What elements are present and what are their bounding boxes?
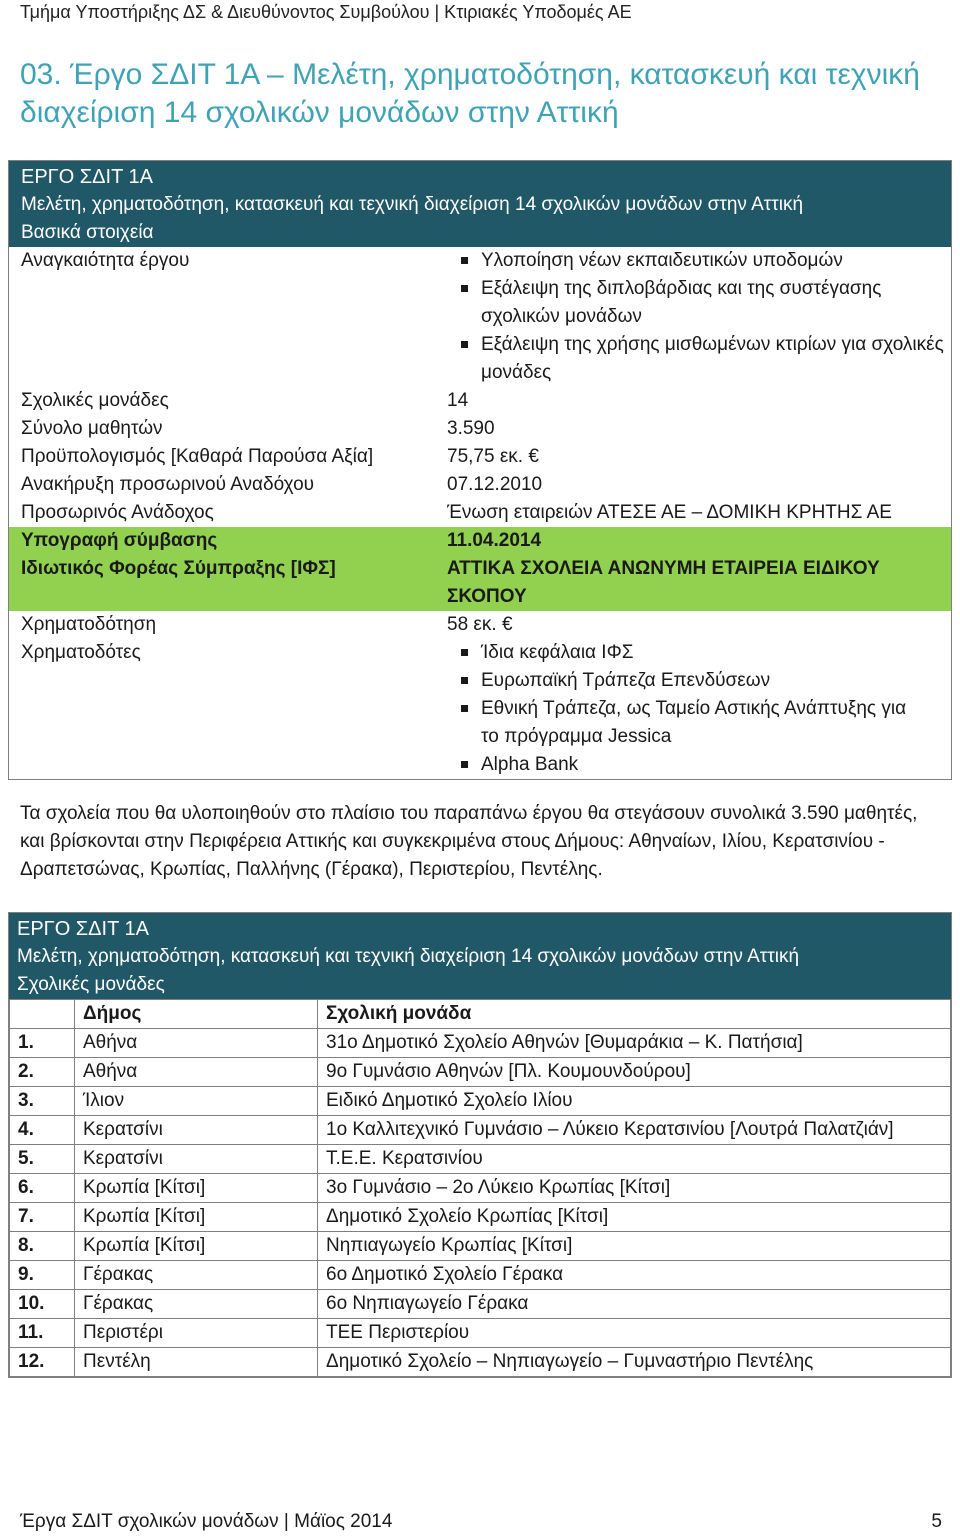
school-name: Ειδικό Δημοτικό Σχολείο Ιλίου [318,1087,951,1116]
school-municipality: Γέρακας [75,1290,318,1319]
table-row [10,1145,951,1174]
schools-box [8,912,952,1378]
school-name: Δημοτικό Σχολείο – Νηπιαγωγείο – Γυμναστήριο Πεντέλης [318,1348,951,1377]
table-row [10,1261,951,1290]
info-label: Προσωρινός Ανάδοχος [21,502,214,523]
page-footer [20,1508,942,1536]
school-number: 1. [10,1029,75,1058]
info-value: 07.12.2010 [447,474,543,495]
school-name: ΤΕΕ Περιστερίου [318,1319,951,1348]
table-header-row [10,1000,951,1029]
school-municipality: Κρωπία [Κίτσι] [75,1174,318,1203]
project-subheading: Μελέτη, χρηματοδότηση, κατασκευή και τεχνική διαχείριση 14 σχολικών μονάδων στην Αττική [17,946,800,967]
info-value: 14 [447,390,469,411]
info-value: 58 εκ. € [447,614,513,635]
school-municipality: Περιστέρι [75,1319,318,1348]
school-municipality: Αθήνα [75,1058,318,1087]
table-row [10,1348,951,1377]
project-subheading: Μελέτη, χρηματοδότηση, κατασκευή και τεχνική διαχείριση 14 σχολικών μονάδων στην Αττική [21,194,804,215]
school-number: 3. [10,1087,75,1116]
basic-info-box [8,160,952,780]
info-label: Προϋπολογισμός [Καθαρά Παρούσα Αξία] [21,446,374,467]
page-title [20,56,950,132]
page-title-line-2: διαχείριση 14 σχολικών μονάδων στην Αττική [20,96,619,129]
info-row [9,499,951,527]
school-name: 1ο Καλλιτεχνικό Γυμνάσιο – Λύκειο Κερατσινίου [Λουτρά Παλατζιάν] [318,1116,951,1145]
school-number: 11. [10,1319,75,1348]
school-name: 9ο Γυμνάσιο Αθηνών [Πλ. Κουμουνδούρου] [318,1058,951,1087]
school-number: 12. [10,1348,75,1377]
basic-info-header [9,161,951,247]
need-label: Αναγκαιότητα έργου [21,250,190,271]
running-header: Τμήμα Υποστήριξης ΔΣ & Διευθύνοντος Συμβούλου | Κτιριακές Υποδομές ΑΕ [20,2,632,22]
table-row [10,1319,951,1348]
list-item: Εξάλειψη της χρήσης μισθωμένων κτιρίων για σχολικές μονάδες [447,331,951,387]
need-row [9,247,951,387]
school-municipality: Κερατσίνι [75,1145,318,1174]
section-heading: Σχολικές μονάδες [17,974,165,995]
need-list [447,247,951,387]
school-name: 6ο Νηπιαγωγείο Γέρακα [318,1290,951,1319]
school-municipality: Κερατσίνι [75,1116,318,1145]
highlight-row [9,555,951,611]
info-row [9,611,951,639]
info-label: Ιδιωτικός Φορέας Σύμπραξης [ΙΦΣ] [21,558,336,579]
summary-paragraph [20,800,942,884]
table-row [10,1116,951,1145]
footer-title: Έργα ΣΔΙΤ σχολικών μονάδων | Μάϊος 2014 [20,1511,393,1532]
school-municipality: Κρωπία [Κίτσι] [75,1232,318,1261]
table-row [10,1174,951,1203]
table-row [10,1029,951,1058]
school-number: 10. [10,1290,75,1319]
info-value: ΑΤΤΙΚΑ ΣΧΟΛΕΙΑ ΑΝΩΝΥΜΗ ΕΤΑΙΡΕΙΑ ΕΙΔΙΚΟΥ ΣΚΟΠΟΥ [447,558,880,607]
table-row [10,1232,951,1261]
table-row [10,1087,951,1116]
info-row [9,443,951,471]
list-item: Ευρωπαϊκή Τράπεζα Επενδύσεων [447,667,921,695]
school-municipality: Πεντέλη [75,1348,318,1377]
info-value: 11.04.2014 [447,530,542,551]
school-name: 3ο Γυμνάσιο – 2ο Λύκειο Κρωπίας [Κίτσι] [318,1174,951,1203]
table-row [10,1290,951,1319]
info-value: Ένωση εταιρειών ΑΤΕΣΕ ΑΕ – ΔΟΜΙΚΗ ΚΡΗΤΗΣ ΑΕ [447,502,892,523]
school-name: Δημοτικό Σχολείο Κρωπίας [Κίτσι] [318,1203,951,1232]
list-item: Υλοποίηση νέων εκπαιδευτικών υποδομών [447,247,951,275]
info-label: Σχολικές μονάδες [21,390,169,411]
school-number: 5. [10,1145,75,1174]
column-header-municipality: Δήμος [75,1000,318,1029]
school-number: 7. [10,1203,75,1232]
school-name: Τ.Ε.Ε. Κερατσινίου [318,1145,951,1174]
school-number: 4. [10,1116,75,1145]
table-row [10,1058,951,1087]
funders-list [447,639,951,779]
table-row [10,1203,951,1232]
list-item: Εθνική Τράπεζα, ως Ταμείο Αστικής Ανάπτυξης για το πρόγραμμα Jessica [447,695,921,751]
schools-table [9,999,951,1377]
schools-header [9,913,951,999]
info-value: 3.590 [447,418,495,439]
highlight-row [9,527,951,555]
school-number: 8. [10,1232,75,1261]
info-label: Σύνολο μαθητών [21,418,163,439]
project-heading: ΕΡΓΟ ΣΔΙΤ 1Α [17,918,149,940]
list-item: Εξάλειψη της διπλοβάρδιας και της συστέγασης σχολικών μονάδων [447,275,951,331]
column-header-school: Σχολική μονάδα [318,1000,951,1029]
page-number: 5 [931,1511,942,1532]
info-label: Χρηματοδότηση [21,614,157,635]
school-name: 31ο Δημοτικό Σχολείο Αθηνών [Θυμαράκια – Κ. Πατήσια] [318,1029,951,1058]
school-municipality: Ίλιον [75,1087,318,1116]
list-item: Alpha Bank [447,751,921,779]
funders-row [9,639,951,779]
school-number: 9. [10,1261,75,1290]
school-number: 2. [10,1058,75,1087]
info-value: 75,75 εκ. € [447,446,539,467]
paragraph-text: Τα σχολεία που θα υλοποιηθούν στο πλαίσιο του παραπάνω έργου θα στεγάσουν συνολικά 3.590 μαθητές, και βρίσκονται στην Περιφέρεια Αττικής και συγκεκριμένα στους Δήμους: Αθηναίων, Ιλίου, Κερατσινίου - Δραπετσώνας, Κρωπίας, Παλλήνης (Γέρακα), Περιστερίου, Πεντέλης. [20,803,918,880]
funders-label: Χρηματοδότες [21,642,141,663]
school-municipality: Αθήνα [75,1029,318,1058]
info-row [9,387,951,415]
info-row [9,471,951,499]
info-row [9,415,951,443]
info-label: Υπογραφή σύμβασης [21,530,218,551]
info-label: Ανακήρυξη προσωρινού Αναδόχου [21,474,315,495]
section-heading: Βασικά στοιχεία [21,222,154,243]
school-municipality: Κρωπία [Κίτσι] [75,1203,318,1232]
list-item: Ίδια κεφάλαια ΙΦΣ [447,639,921,667]
project-heading: ΕΡΓΟ ΣΔΙΤ 1Α [21,166,153,188]
school-number: 6. [10,1174,75,1203]
table-cell [10,1000,75,1029]
school-name: 6ο Δημοτικό Σχολείο Γέρακα [318,1261,951,1290]
school-municipality: Γέρακας [75,1261,318,1290]
school-name: Νηπιαγωγείο Κρωπίας [Κίτσι] [318,1232,951,1261]
page-title-line-1: 03. Έργο ΣΔΙΤ 1Α – Μελέτη, χρηματοδότηση, κατασκευή και τεχνική [20,58,920,91]
